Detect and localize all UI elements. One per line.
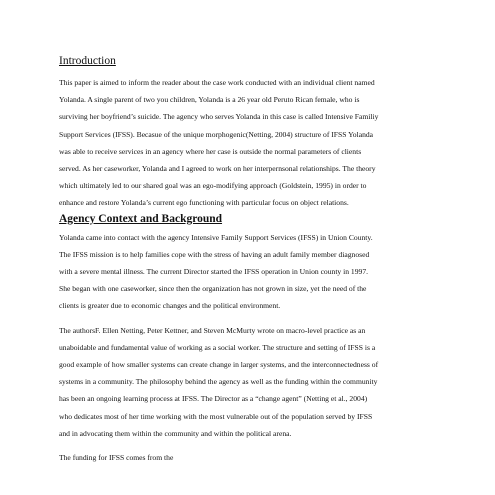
text-line: Support Services (IFSS). Becasue of the unique morphogenic(Netting, 2004) structure of IFSS Yolanda [59, 129, 374, 139]
text-line: enhance and restore Yolanda’s current ego functioning with particular focus on object relations. [59, 198, 349, 208]
agency-paragraph-1 [59, 229, 479, 315]
text-line: served. As her caseworker, Yolanda and I agreed to work on her interpernsonal relationships. The theory [59, 164, 376, 174]
text-line: unaboidable and fundamental value of working as a social worker. The structure and setting of IFSS is a [59, 342, 376, 352]
agency-paragraph-2 [59, 322, 479, 442]
text-line: which ultimately led to our shared goal was an ego-modifying approach (Goldstein, 1995) in order to [59, 181, 367, 191]
text-line: She began with one caseworker, since then the organization has not grown in size, yet the need of the [59, 284, 367, 294]
agency-paragraph-3 [59, 449, 479, 466]
text-line: clients is greater due to economic changes and the political environment. [59, 301, 281, 311]
document-page [59, 54, 479, 466]
text-line: who dedicates most of her time working with the most vulnerable out of the population served by IFSS [59, 411, 373, 421]
text-line: systems in a community. The philosophy behind the agency as well as the funding within the community [59, 377, 378, 387]
introduction-heading: Introduction [59, 55, 116, 67]
text-line: with a severe mental illness. The current Director started the IFSS operation in Union county in 1997. [59, 267, 369, 277]
agency-context-heading: Agency Context and Background [59, 212, 223, 225]
paragraph-spacer [59, 442, 479, 449]
text-line: was able to receive services in an agency where her case is outside the normal parameters of clients [59, 146, 362, 156]
introduction-paragraph [59, 74, 479, 212]
text-line: surviving her boyfriend’s suicide. The agency who serves Yolanda in this case is called Intensive Familiy [59, 112, 379, 122]
text-line: This paper is aimed to inform the reader about the case work conducted with an individual client named [59, 78, 375, 87]
text-line: The IFSS mission is to help families cope with the stress of having an adult family member diagnosed [59, 249, 370, 259]
text-line: The authorsF. Ellen Netting, Peter Kettner, and Steven McMurty wrote on macro-level practice as an [59, 325, 366, 335]
text-line: has been an ongoing learning process at IFSS. The Director as a “change agent” (Netting et al., 2004) [59, 394, 368, 404]
paragraph-spacer [59, 315, 479, 322]
text-line: The funding for IFSS comes from the [59, 453, 174, 463]
text-line: good example of how smaller systems can create change in larger systems, and the interconnectedness of [59, 360, 379, 370]
text-line: Yolanda. A single parent of two you children, Yolanda is a 26 year old Peruto Rican female, who is [59, 95, 360, 105]
text-line: Yolanda came into contact with the agency Intensive Family Support Services (IFSS) in Union County. [59, 232, 373, 242]
text-line: and in advocating them within the community and within the political arena. [59, 428, 292, 438]
